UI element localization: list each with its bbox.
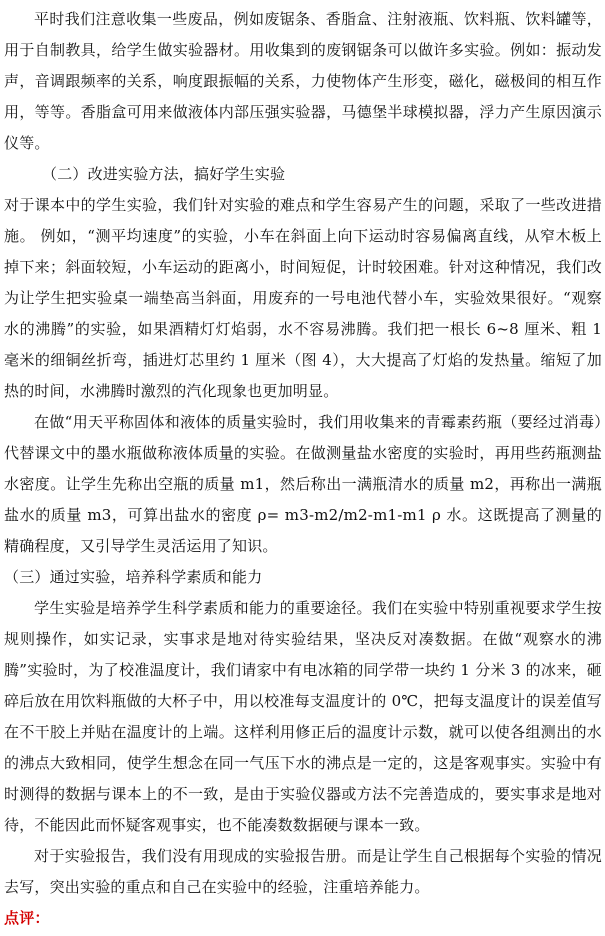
paragraph-balance-mass-experiment: 在做“用天平称固体和液体的质量实验时，我们用收集来的青霉素药瓶（要经过消毒）代替课文中的墨水瓶做称液体质量的实验。在做测量盐水密度的实验时，再用些药瓶测盐水密度。让学生先称出空瓶的质量 m1，然后称出一满瓶清水的质量 m2，再称出一满瓶盐水的质量 m3，可算出盐水的密度 ρ= m3-m2/m2-m1-m1 ρ 水。这既提高了测量的精确程度，又引导学生灵活运用了知识。 [4,413,602,555]
document-page [4,4,602,934]
section-heading-cultivate-scientific-quality: （三）通过实验，培养科学素质和能力 [4,568,263,586]
section-heading-improve-experiment-methods: （二）改进实验方法，搞好学生实验 [42,165,286,183]
paragraph-student-experiments: 学生实验是培养学生科学素质和能力的重要途径。我们在实验中特别重视要求学生按规则操作，如实记录，实事求是地对待实验结果，坚决反对凑数据。在做“观察水的沸腾”实验时，为了校准温度计，我们请家中有电冰箱的同学带一块约 1 分米 3 的冰来，砸碎后放在用饮料瓶做的大杯子中，用以校准每支温度计的 0℃，把每支温度计的误差值写在不干胶上并贴在温度计的上端。这样利用修正后的温度计示数，就可以使各组测出的水的沸点大致相同，使学生想念在同一气压下水的沸点是一定的，这是客观事实。实验中有时测得的数据与课本上的不一致，是由于实验仪器或方法不完善造成的，要实事求是地对待，不能因此而怀疑客观事实，也不能凑数数据硬与课本一致。 [4,599,602,834]
paragraph-experiment-reports: 对于实验报告，我们没有用现成的实验报告册。而是让学生自己根据每个实验的情况去写，突出实验的重点和自己在实验中的经验，注重培养能力。 [4,847,602,896]
comment-label: 点评： [4,909,50,927]
paragraph-collecting-waste-materials: 平时我们注意收集一些废品，例如废锯条、香脂盒、注射液瓶、饮料瓶、饮料罐等，用于自制教具，给学生做实验器材。用收集到的废钢锯条可以做许多实验。例如：振动发声，音调跟频率的关系，响度跟振幅的关系，力使物体产生形变，磁化，磁极间的相互作用，等等。香脂盒可用来做液体内部压强实验器，马德堡半球模拟器，浮力产生原因演示仪等。 [4,10,602,152]
paragraph-improvement-measures: 对于课本中的学生实验，我们针对实验的难点和学生容易产生的问题，采取了一些改进措施。 例如，“测平均速度”的实验，小车在斜面上向下运动时容易偏离直线，从窄木板上掉下来；斜面较短，小车运动的距离小，时间短促，计时较困难。针对这种情况，我们改为让学生把实验桌一端垫高当斜面，用废弃的一号电池代替小车，实验效果很好。“观察水的沸腾”的实验，如果酒精灯灯焰弱，水不容易沸腾。我们把一根长 6~8 厘米、粗 1 毫米的细铜丝折弯，插进灯芯里约 1 厘米（图 4），大大提高了灯焰的发热量。缩短了加热的时间，水沸腾时激烈的汽化现象也更加明显。 [4,196,602,400]
